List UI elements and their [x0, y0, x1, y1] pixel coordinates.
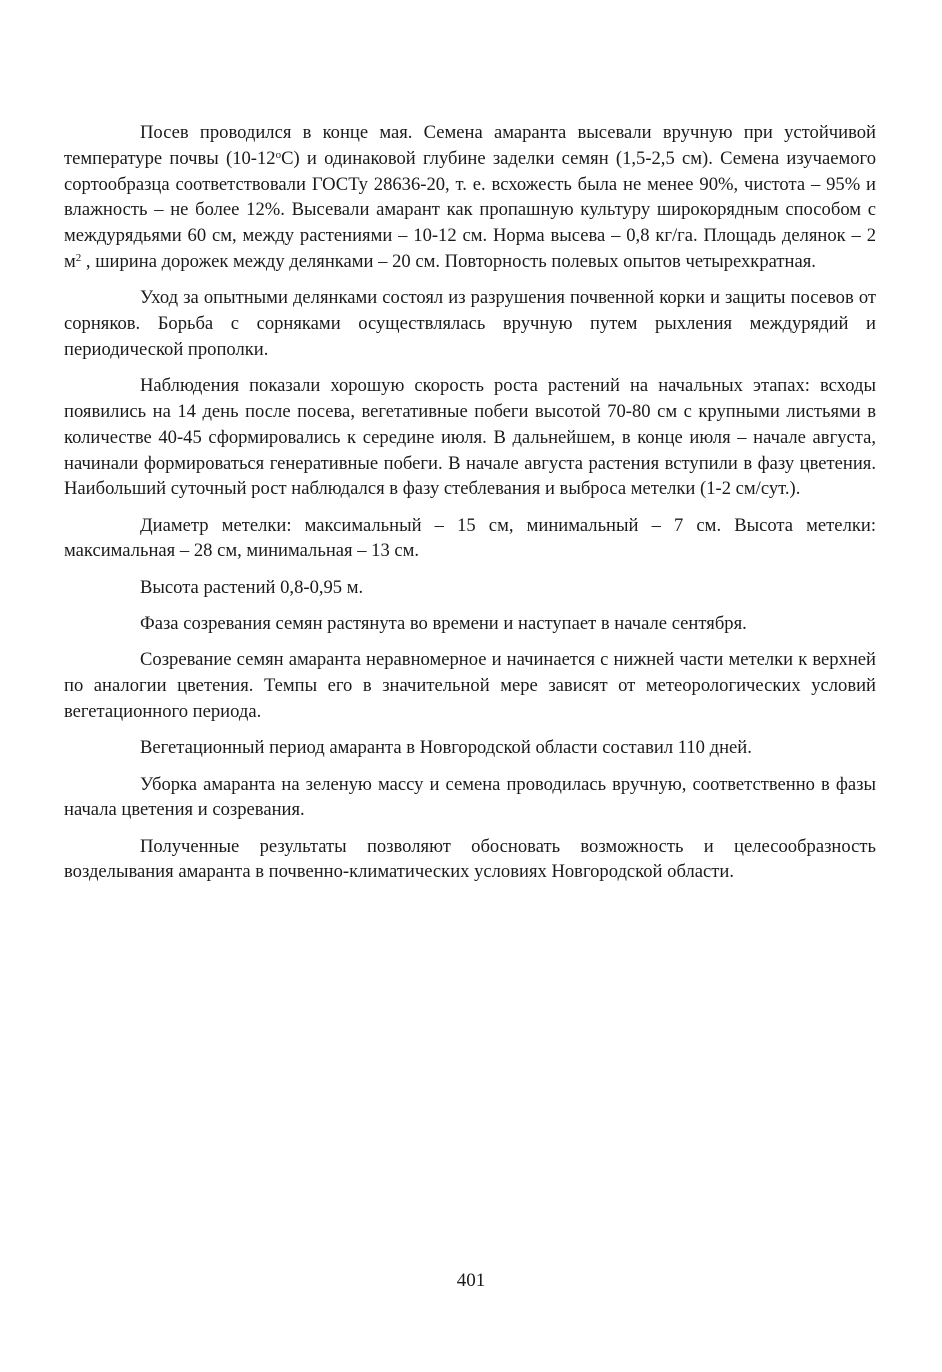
paragraph-sowing-part2: С) и одинаковой глубине заделки семян (1,5-2,5 см). Семена изучаемого сортообразца соответствовали ГОСТу 28636-20, т. е. всхожесть была не менее 90%, чистота – 95% и влажность – не более 12%. Высевали амарант как пропашную культуру широкорядным способом с междурядьями 60 см, между растениями – 10-12 см. Норма высева – 0,8 кг/га. Площадь делянок – 2 м [64, 147, 876, 272]
page-number: 401 [456, 1270, 486, 1291]
degree-sup: о [275, 148, 282, 161]
body-text [64, 120, 876, 896]
paragraph-ripening-phase: Фаза созревания семян растянута во времени и наступает в начале сентября. [140, 613, 747, 635]
paragraph-harvest: Уборка амаранта на зеленую массу и семена проводилась вручную, соответственно в фазы начала цветения и созревания. [64, 773, 876, 821]
paragraph-care: Уход за опытными делянками состоял из разрушения почвенной корки и защиты посевов от сорняков. Борьба с сорняками осуществлялась вручную путем рыхления междурядий и периодической прополки. [64, 287, 876, 360]
paragraph-sowing-part1: Посев проводился в конце мая. Семена амаранта высевали вручную при устойчивой температуре почвы (10-12 [64, 122, 876, 169]
paragraph-vegetation: Вегетационный период амаранта в Новгородской области составил 110 дней. [140, 737, 752, 759]
paragraph-sowing-part3: , ширина дорожек между делянками – 20 см. Повторность полевых опытов четырехкратная. [81, 250, 816, 272]
paragraph-panicle: Диаметр метелки: максимальный – 15 см, минимальный – 7 см. Высота метелки: максимальная – 28 см, минимальная – 13 см. [64, 514, 876, 562]
paragraph-observations: Наблюдения показали хорошую скорость роста растений на начальных этапах: всходы появились на 14 день после посева, вегетативные побеги высотой 70-80 см с крупными листьями в количестве 40-45 сформировались к середине июля. В дальнейшем, в конце июля – начале августа, начинали формироваться генеративные побеги. В начале августа растения вступили в фазу цветения. Наибольший суточный рост наблюдался в фазу стеблевания и выброса метелки (1-2 см/сут.). [64, 375, 876, 500]
paragraph-sowing [64, 120, 876, 275]
paragraph-ripening: Созревание семян амаранта неравномерное и начинается с нижней части метелки к верхней по аналогии цветения. Темпы его в значительной мере зависят от метеорологических условий вегетационного периода. [64, 649, 876, 722]
square-meter-sup: 2 [75, 251, 82, 264]
paragraph-conclusion: Полученные результаты позволяют обосновать возможность и целесообразность возделывания амаранта в почвенно-климатических условиях Новгородской области. [64, 835, 876, 883]
paragraph-plant-height: Высота растений 0,8-0,95 м. [140, 576, 364, 598]
